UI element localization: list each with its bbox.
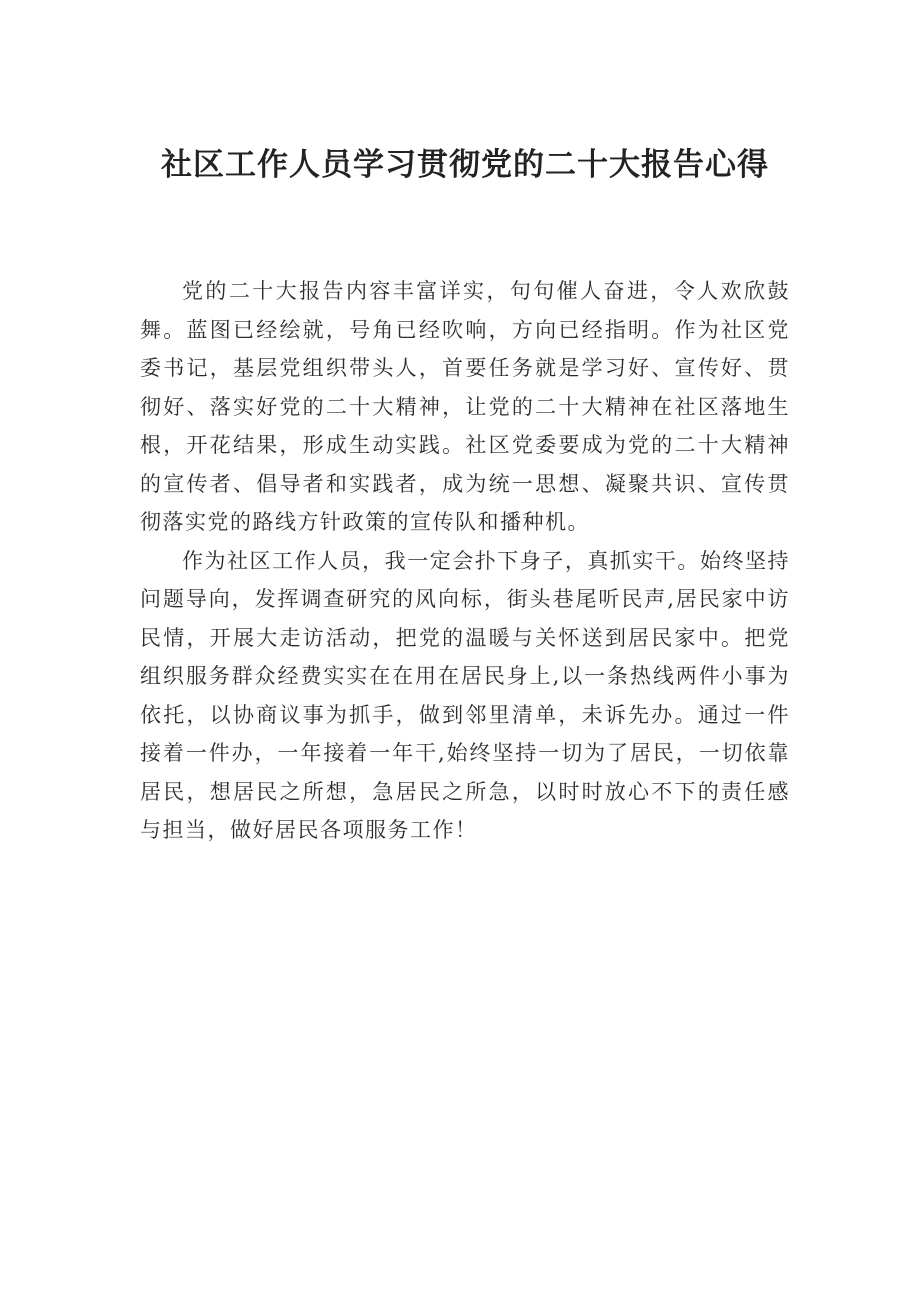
paragraph-1: 党的二十大报告内容丰富详实，句句催人奋进，令人欢欣鼓舞。蓝图已经绘就，号角已经吹响，方向已经指明。作为社区党委书记，基层党组织带头人，首要任务就是学习好、宣传好、贯彻好、落实好党的二十大精神，让党的二十大精神在社区落地生根，开花结果，形成生动实践。社区党委要成为党的二十大精神的宣传者、倡导者和实践者，成为统一思想、凝聚共识、宣传贯彻落实党的路线方针政策的宣传队和播种机。 [140,279,790,534]
paragraph-2: 作为社区工作人员，我一定会扑下身子，真抓实干。始终坚持问题导向，发挥调查研究的风向标，街头巷尾听民声,居民家中访民情，开展大走访活动，把党的温暖与关怀送到居民家中。把党组织服务群众经费实实在在用在居民身上,以一条热线两件小事为依托，以协商议事为抓手，做到邻里清单，未诉先办。通过一件接着一件办，一年接着一年干,始终坚持一切为了居民，一切依靠居民，想居民之所想，急居民之所急，以时时放心不下的责任感与担当，做好居民各项服务工作！ [140,548,790,842]
document-body [140,272,790,850]
document-title: 社区工作人员学习贯彻党的二十大报告心得 [161,147,769,183]
